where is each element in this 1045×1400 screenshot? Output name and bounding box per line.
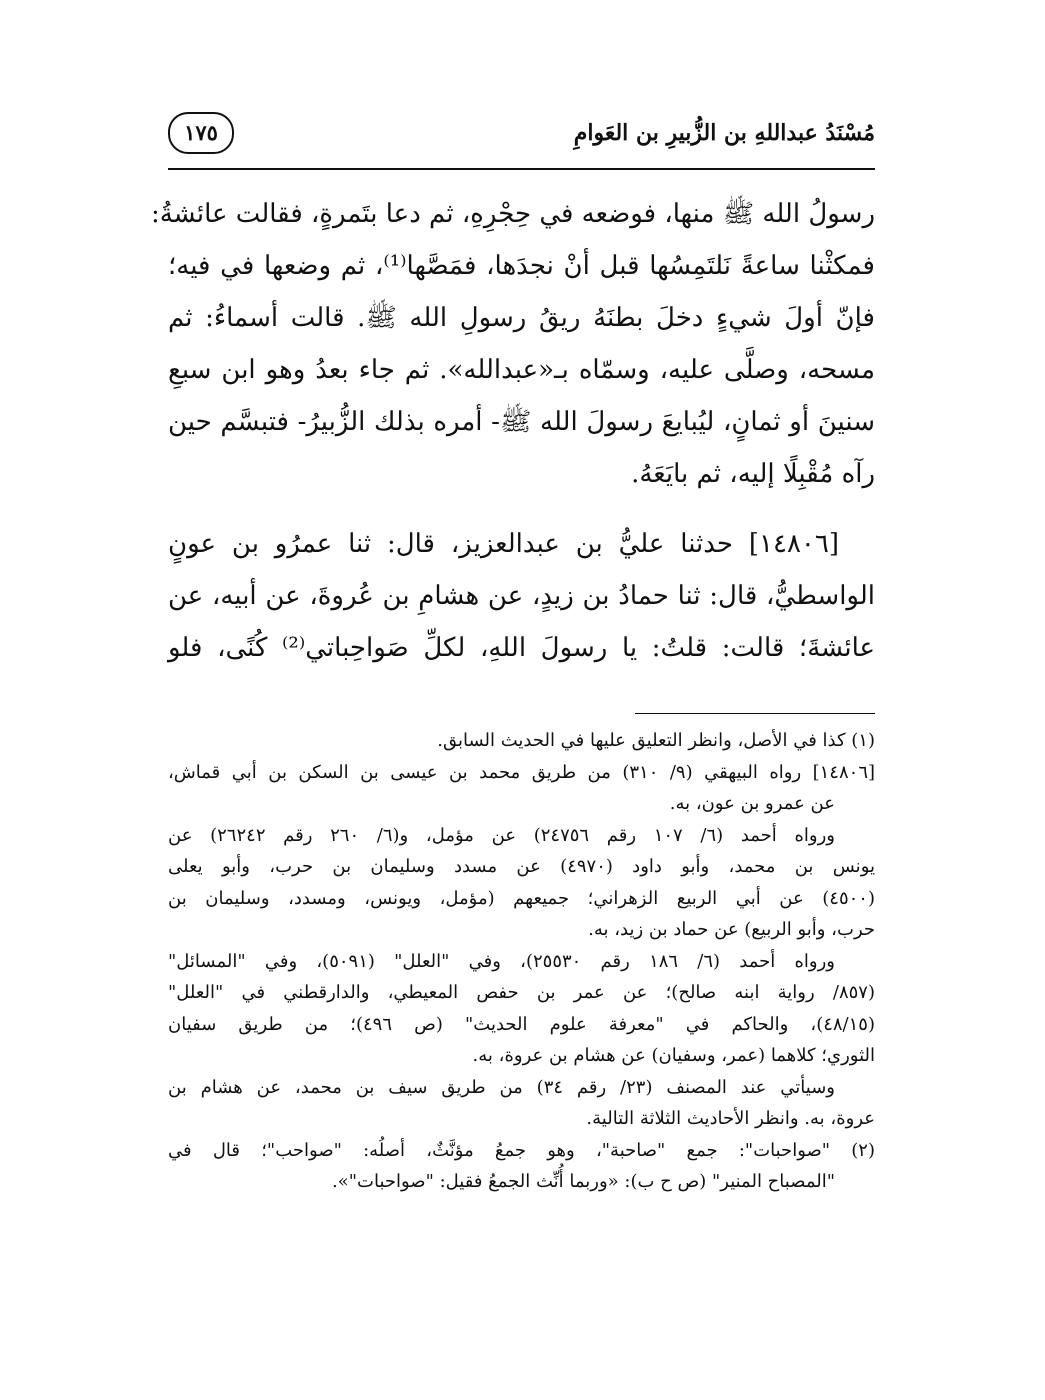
footnote-line: ورواه أحمد (٦/ ١٠٧ رقم ٢٤٧٥٦) عن مؤمل، و(٦/ ٢٦٠ رقم ٢٦٢٤٢) عن	[168, 824, 835, 846]
text-line: سنينَ أو ثمانٍ، ليُبايعَ رسولَ الله ﷺ- أمره بذلك الزُّبيرُ- فتبسَّم حين	[168, 407, 875, 437]
footnote-line: حرب، وأبو الربيع) عن حماد بن زيد، به.	[588, 919, 875, 940]
footnote-line: [١٤٨٠٦] رواه البيهقي (٩/ ٣١٠) من طريق محمد بن عيسى بن السكن بن أبي قماش،	[168, 761, 876, 783]
footnote-line: "المصباح المنير" (ص ح ب): «وربما أُنِّث الجمعُ فقيل: "صواحبات"».	[332, 1171, 835, 1192]
footnote-line: (٤٥٠٠) عن أبي الربيع الزهراني؛ جميعهم (مؤمل، ويونس، ومسدد، وسليمان بن	[168, 887, 875, 909]
text-line: فإنّ أولَ شيءٍ دخلَ بطنَهُ ريقُ رسولِ الله ﷺ. قالت أسماءُ: ثم	[168, 303, 875, 333]
page-number: ١٧٥	[168, 112, 234, 154]
text-line: فمكثْنا ساعةً نَلتَمِسُها قبل أنْ نجدَها، فمَصَّها⁽¹⁾، ثم وضعها في فيه؛	[168, 251, 875, 281]
text-line: [١٤٨٠٦] حدثنا عليُّ بن عبدالعزيز، قال: ثنا عمرُو بن عونٍ	[168, 529, 839, 559]
footnote-line: (٢) "صواحبات": جمع "صاحبة"، وهو جمعُ مؤنَّثٌ، أصلُه: "صواحب"؛ قال في	[168, 1139, 875, 1161]
page-header	[168, 112, 875, 158]
footnote-line: (٤٨/١٥)، والحاكم في "معرفة علوم الحديث" (ص ٤٩٦)؛ من طريق سفيان	[168, 1013, 875, 1035]
text-line: الواسطيُّ، قال: ثنا حمادُ بن زيدٍ، عن هشامِ بن عُروةَ، عن أبيه، عن	[168, 581, 875, 611]
running-head: مُسْنَدُ عبداللهِ بن الزُّبيرِ بن العَوامِ	[573, 120, 875, 146]
paragraph	[168, 518, 875, 674]
footnote-line: عن عمرو بن عون، به.	[669, 793, 835, 814]
paragraph	[150, 188, 875, 500]
main-text	[150, 188, 876, 674]
footnote-line: عروة، به. وانظر الأحاديث الثلاثة التالية.	[586, 1108, 875, 1129]
footnote-line: (٨٥٧/ رواية ابنه صالح)؛ عن عمر بن حفص المعيطي، والدارقطني في "العلل"	[168, 982, 875, 1003]
footnote-line: وسيأتي عند المصنف (٢٣/ رقم ٣٤) من طريق سيف بن محمد، عن هشام بن	[168, 1076, 835, 1098]
footnote-line: الثوري؛ كلاهما (عمر، وسفيان) عن هشام بن عروة، به.	[472, 1045, 875, 1066]
footnotes	[168, 725, 875, 1198]
text-line: مسحه، وصلَّى عليه، وسمّاه بـ«عبدالله». ثم جاء بعدُ وهو ابن سبعِ	[168, 355, 875, 385]
text-line: رسولُ الله ﷺ منها، فوضعه في حِجْرِهِ، ثم دعا بتَمرةٍ، فقالت عائشةُ:	[150, 199, 875, 229]
footnote-line: (١) كذا في الأصل، وانظر التعليق عليها في الحديث السابق.	[437, 730, 875, 751]
footnote-line: ورواه أحمد (٦/ ١٨٦ رقم ٢٥٥٣٠)، وفي "العلل" (٥٠٩١)، وفي "المسائل"	[168, 950, 835, 972]
footnote-rule	[635, 713, 875, 714]
footnote-line: يونس بن محمد، وأبو داود (٤٩٧٠) عن مسدد وسليمان بن حرب، وأبو يعلى	[168, 856, 876, 877]
text-line: عائشةَ؛ قالت: قلتُ: يا رسولَ اللهِ، لكلِّ صَواحِباتي⁽²⁾ كُنًى، فلو	[168, 633, 876, 663]
paragraph-gap	[168, 500, 875, 518]
header-rule	[168, 168, 875, 170]
text-line: رآه مُقْبِلًا إليه، ثم بايَعَهُ.	[631, 459, 875, 489]
